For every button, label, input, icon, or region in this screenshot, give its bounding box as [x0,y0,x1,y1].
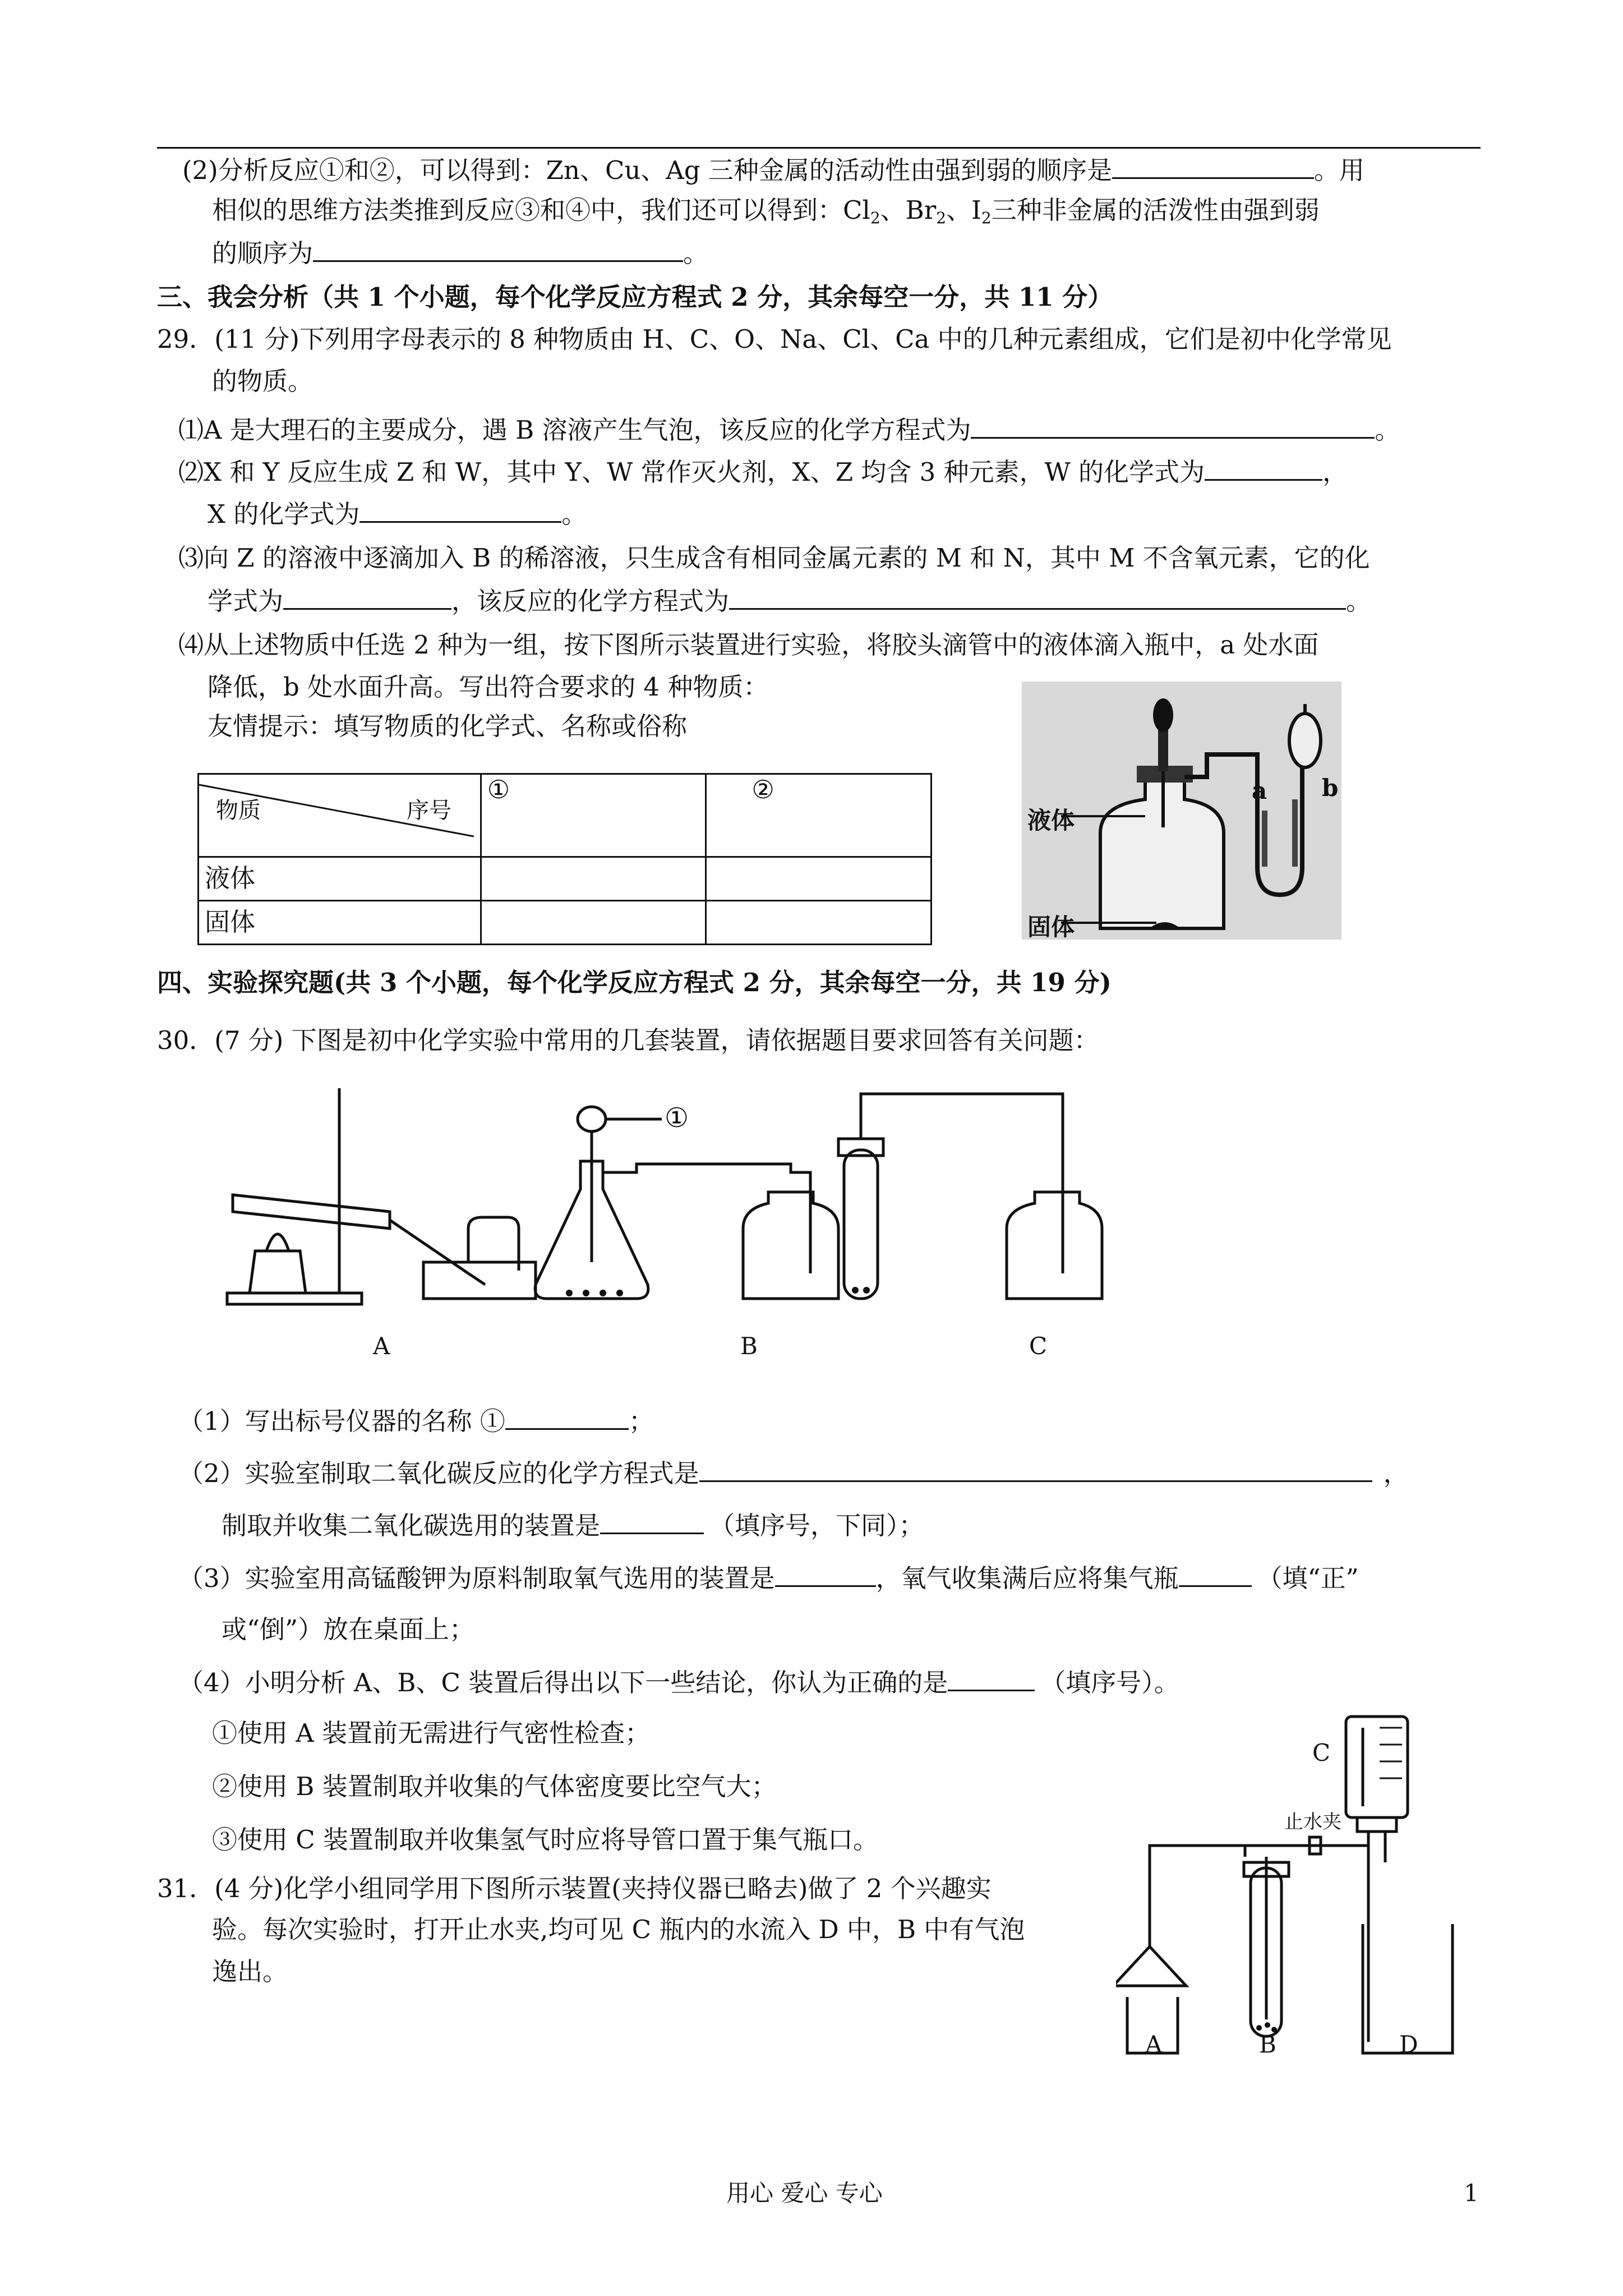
section-title: 三、我会分析（共 1 个小题，每个化学反应方程式 2 分，其余每空一分，共 11 分） [157,282,1113,312]
substance-table [197,773,932,945]
footer-motto: 用心 爱心 专心 [726,2179,883,2207]
q30-intro: 30．(7 分) 下图是初中化学实验中常用的几套装置，请依据题目要求回答有关问题： [157,1025,1099,1055]
q29-part4c: 友情提示：填写物质的化学式、名称或俗称 [208,711,688,741]
label-solid: 固体 [1027,913,1075,941]
label-c: C [1312,1739,1331,1766]
answer-blank[interactable] [600,1508,704,1534]
answer-blank[interactable] [775,1561,876,1587]
answer-blank[interactable] [359,496,561,523]
q29-line1: 29．(11 分)下列用字母表示的 8 种物质由 H、C、O、Na、Cl、Ca 中的几种元素组成，它们是初中化学常见 [157,324,1392,354]
table-col-1: ① [481,774,706,857]
label-a: A [1145,2031,1163,2058]
label-a: a [1252,777,1267,804]
page-number: 1 [1464,2179,1479,2207]
dropper-bottle-u-tube-figure [1022,682,1341,940]
q31-line1: 31．(4 分)化学小组同学用下图所示装置(夹持仪器已略去)做了 2 个兴趣实 [157,1874,992,1903]
answer-blank[interactable] [971,412,1375,439]
q30-sub3a: （3）实验室用高锰酸钾为原料制取氧气选用的装置是 ，氧气收集满后应将集气瓶 （填“正” [178,1561,1359,1595]
q30-sub1: （1）写出标号仪器的名称 ① ； [178,1404,654,1438]
q29-part4a: ⑷从上述物质中任选 2 种为一组，按下图所示装置进行实验，将胶头滴管中的液体滴入瓶中，a 处水面 [178,630,1319,660]
q28-line1: (2)分析反应①和②，可以得到：Zn、Cu、Ag 三种金属的活动性由强到弱的顺序是 。用 [182,153,1364,187]
answer-blank[interactable] [1112,153,1314,179]
q30-sub2a: （2）实验室制取二氧化碳反应的化学方程式是 ， [178,1456,1409,1490]
q28-line2: 相似的思维方法类推到反应③和④中，我们还可以得到：$Cl_2$、$Br_2$、$I_2$三种非金属的活泼性由强到弱 [212,195,1320,227]
label-a: A [373,1332,390,1360]
answer-blank[interactable] [505,1404,629,1430]
label-b: B [1259,2031,1276,2058]
q29-part3a: ⑶向 Z 的溶液中逐滴加入 B 的稀溶液，只生成含有相同金属元素的 M 和 N，其中 M 不含氧元素，它的化 [178,543,1370,573]
table-cell[interactable] [481,901,706,945]
table-cell[interactable] [481,857,706,901]
label-mark-1: ① [665,1102,689,1134]
table-cell[interactable] [706,901,932,945]
header-substance: 物质 [216,798,261,823]
label-c: C [1029,1332,1048,1360]
label-clamp: 止水夹 [1284,1811,1341,1833]
q29-part4b: 降低，b 处水面升高。写出符合要求的 4 种物质： [208,672,769,702]
answer-blank[interactable] [699,1456,1372,1482]
label-d: D [1399,2031,1418,2058]
label-b: b [1322,774,1339,802]
q28-line3: 的顺序为 。 [212,236,708,270]
q30-option-3: ③使用 C 装置制取并收集氢气时应将导管口置于集气瓶口。 [212,1825,879,1855]
q30-sub4: （4）小明分析 A、B、C 装置后得出以下一些结论，你认为正确的是 （填序号）。 [178,1665,1179,1700]
q29-part1: ⑴A 是大理石的主要成分，遇 B 溶液产生气泡，该反应的化学方程式为 。 [178,412,1400,447]
apparatus-abc-figure [222,1077,1108,1369]
answer-blank[interactable] [313,236,683,262]
table-cell[interactable] [706,857,932,901]
q29-line2: 的物质。 [212,366,313,396]
header-number: 序号 [407,798,451,823]
apparatus-abcd-diagram [1116,1705,1469,2064]
answer-blank[interactable] [1179,1561,1252,1587]
table-col-2: ② [706,774,932,857]
table-row-solid: 固体 [199,901,481,945]
answer-blank[interactable] [729,583,1346,610]
q29-part3b: 学式为 ，该反应的化学方程式为 。 [208,583,1371,618]
q30-option-1: ①使用 A 装置前无需进行气密性检查； [212,1718,651,1748]
q30-option-2: ②使用 B 装置制取并收集的气体密度要比空气大； [212,1772,777,1801]
top-rule [157,147,1481,149]
q29-part2a: ⑵X 和 Y 反应生成 Z 和 W，其中 Y、W 常作灭火剂，X、Z 均含 3 种元素，W 的化学式为 ， [178,454,1348,489]
q31-line2: 验。每次实验时，打开止水夹,均可见 C 瓶内的水流入 D 中，B 中有气泡 [212,1915,1025,1944]
table-header-diagonal [199,774,481,857]
q30-sub3b: 或“倒”）放在桌面上； [222,1614,475,1644]
section-title: 四、实验探究题(共 3 个小题，每个化学反应方程式 2 分，其余每空一分，共 19 分) [157,968,1112,997]
label-b: B [740,1332,758,1360]
q31-line3: 逸出。 [212,1957,288,1986]
apparatus-abcd-figure [1116,1705,1469,2064]
q30-sub2b: 制取并收集二氧化碳选用的装置是 （填序号，下同）； [222,1508,924,1543]
table-row-liquid: 液体 [199,857,481,901]
answer-blank[interactable] [283,583,451,610]
answer-blank[interactable] [948,1665,1035,1691]
q29-part2b: X 的化学式为 。 [208,496,587,531]
label-liquid: 液体 [1027,807,1075,834]
answer-blank[interactable] [1205,454,1322,481]
